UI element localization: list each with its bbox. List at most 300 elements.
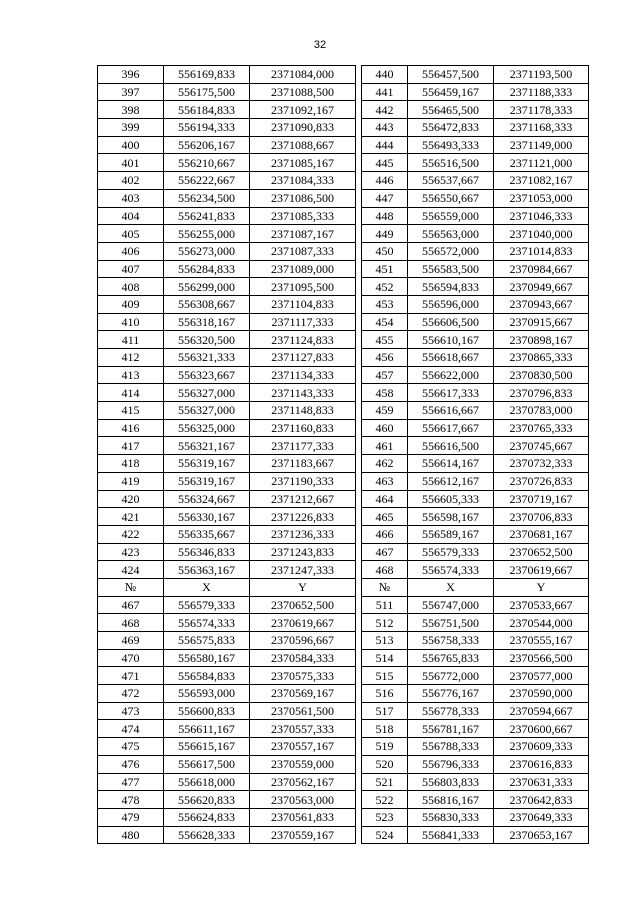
x-coordinate-cell: 556788,333 [408, 738, 494, 756]
point-number-cell: 463 [362, 472, 408, 490]
table-row [362, 349, 589, 367]
x-coordinate-cell: 556583,500 [408, 260, 494, 278]
x-coordinate-cell: 556605,333 [408, 490, 494, 508]
table-row [362, 136, 589, 154]
point-number-cell: 473 [98, 702, 164, 720]
x-coordinate-cell: 556610,167 [408, 331, 494, 349]
table-row [362, 207, 589, 225]
y-coordinate-cell: 2370732,333 [494, 455, 589, 473]
x-coordinate-cell: 556580,167 [164, 649, 250, 667]
x-coordinate-cell: 556318,167 [164, 313, 250, 331]
x-coordinate-cell: 556628,333 [164, 826, 250, 844]
table-row [362, 791, 589, 809]
point-number-cell: 417 [98, 437, 164, 455]
x-coordinate-cell: 556169,833 [164, 66, 250, 84]
y-coordinate-cell: 2371088,667 [250, 136, 356, 154]
point-number-cell: 413 [98, 366, 164, 384]
point-number-cell: 408 [98, 278, 164, 296]
y-coordinate-cell: 2371084,000 [250, 66, 356, 84]
table-row [98, 685, 356, 703]
table-row [98, 207, 356, 225]
x-coordinate-cell: 556618,000 [164, 773, 250, 791]
y-coordinate-cell: 2370649,333 [494, 808, 589, 826]
y-coordinate-cell: 2370949,667 [494, 278, 589, 296]
point-number-cell: 402 [98, 172, 164, 190]
y-coordinate-cell: 2370575,333 [250, 667, 356, 685]
point-number-cell: 451 [362, 260, 408, 278]
y-coordinate-cell: 2370563,000 [250, 791, 356, 809]
y-coordinate-cell: 2370561,833 [250, 808, 356, 826]
table-row [362, 649, 589, 667]
table-row [98, 83, 356, 101]
table-row [362, 755, 589, 773]
point-number-cell: 516 [362, 685, 408, 703]
table-row [98, 419, 356, 437]
y-coordinate-cell: 2371149,000 [494, 136, 589, 154]
point-number-cell: 452 [362, 278, 408, 296]
table-row [98, 490, 356, 508]
table-row [362, 808, 589, 826]
coordinates-table-left [97, 65, 356, 844]
table-row [362, 773, 589, 791]
y-coordinate-cell: 2371127,833 [250, 349, 356, 367]
y-coordinate-cell: 2371143,333 [250, 384, 356, 402]
x-coordinate-cell: 556579,333 [408, 543, 494, 561]
point-number-cell: 518 [362, 720, 408, 738]
point-number-cell: 467 [362, 543, 408, 561]
x-coordinate-cell: 556778,333 [408, 702, 494, 720]
x-coordinate-cell: 556765,833 [408, 649, 494, 667]
table-row [362, 242, 589, 260]
y-coordinate-cell: 2371160,833 [250, 419, 356, 437]
table-row [98, 561, 356, 579]
table-row [98, 172, 356, 190]
coordinates-table-right-body [362, 66, 589, 844]
x-coordinate-cell: 556624,833 [164, 808, 250, 826]
point-number-cell: 467 [98, 596, 164, 614]
point-number-cell: 477 [98, 773, 164, 791]
point-number-cell: 410 [98, 313, 164, 331]
point-number-cell: 442 [362, 101, 408, 119]
y-coordinate-cell: 2370652,500 [250, 596, 356, 614]
y-coordinate-cell: 2371117,333 [250, 313, 356, 331]
point-number-cell: 524 [362, 826, 408, 844]
point-number-cell: 449 [362, 225, 408, 243]
table-row [362, 455, 589, 473]
y-coordinate-cell: 2370865,333 [494, 349, 589, 367]
table-header-row [362, 578, 589, 596]
table-row [98, 225, 356, 243]
y-coordinate-cell: 2370600,667 [494, 720, 589, 738]
point-number-cell: 397 [98, 83, 164, 101]
x-coordinate-cell: 556747,000 [408, 596, 494, 614]
x-coordinate-cell: 556572,000 [408, 242, 494, 260]
coordinates-table-right [361, 65, 589, 844]
point-number-cell: 522 [362, 791, 408, 809]
y-coordinate-cell: 2370653,167 [494, 826, 589, 844]
point-number-cell: 512 [362, 614, 408, 632]
table-row [98, 632, 356, 650]
x-coordinate-cell: 556593,000 [164, 685, 250, 703]
point-number-cell: 440 [362, 66, 408, 84]
table-row [362, 66, 589, 84]
table-row [98, 154, 356, 172]
point-number-cell: 478 [98, 791, 164, 809]
x-coordinate-cell: 556194,333 [164, 119, 250, 137]
x-coordinate-cell: 556606,500 [408, 313, 494, 331]
table-row [98, 101, 356, 119]
point-number-cell: 400 [98, 136, 164, 154]
point-number-cell: 511 [362, 596, 408, 614]
point-number-cell: 459 [362, 402, 408, 420]
y-coordinate-cell: 2371053,000 [494, 189, 589, 207]
point-number-cell: 476 [98, 755, 164, 773]
table-row [98, 720, 356, 738]
y-coordinate-cell: 2370898,167 [494, 331, 589, 349]
point-number-cell: 469 [98, 632, 164, 650]
x-coordinate-cell: 556321,167 [164, 437, 250, 455]
point-number-cell: 444 [362, 136, 408, 154]
x-coordinate-cell: X [408, 578, 494, 596]
x-coordinate-cell: 556321,333 [164, 349, 250, 367]
y-coordinate-cell: 2370594,667 [494, 702, 589, 720]
x-coordinate-cell: 556472,833 [408, 119, 494, 137]
x-coordinate-cell: 556575,833 [164, 632, 250, 650]
y-coordinate-cell: 2370726,833 [494, 472, 589, 490]
point-number-cell: 513 [362, 632, 408, 650]
y-coordinate-cell: 2371243,833 [250, 543, 356, 561]
point-number-cell: 455 [362, 331, 408, 349]
y-coordinate-cell: 2371178,333 [494, 101, 589, 119]
point-number-cell: 418 [98, 455, 164, 473]
x-coordinate-cell: 556234,500 [164, 189, 250, 207]
x-coordinate-cell: 556330,167 [164, 508, 250, 526]
x-coordinate-cell: 556206,167 [164, 136, 250, 154]
y-coordinate-cell: 2371104,833 [250, 295, 356, 313]
x-coordinate-cell: 556550,667 [408, 189, 494, 207]
y-coordinate-cell: 2370557,333 [250, 720, 356, 738]
point-number-cell: 515 [362, 667, 408, 685]
point-number-cell: 468 [362, 561, 408, 579]
x-coordinate-cell: 556776,167 [408, 685, 494, 703]
x-coordinate-cell: 556611,167 [164, 720, 250, 738]
x-coordinate-cell: 556617,667 [408, 419, 494, 437]
point-number-cell: 480 [98, 826, 164, 844]
x-coordinate-cell: 556614,167 [408, 455, 494, 473]
y-coordinate-cell: 2370559,000 [250, 755, 356, 773]
y-coordinate-cell: 2370631,333 [494, 773, 589, 791]
y-coordinate-cell: 2370619,667 [250, 614, 356, 632]
point-number-cell: 472 [98, 685, 164, 703]
table-row [362, 667, 589, 685]
y-coordinate-cell: 2370577,000 [494, 667, 589, 685]
y-coordinate-cell: 2370943,667 [494, 295, 589, 313]
point-number-cell: 453 [362, 295, 408, 313]
y-coordinate-cell: Y [494, 578, 589, 596]
point-number-cell: 424 [98, 561, 164, 579]
table-row [362, 83, 589, 101]
x-coordinate-cell: 556841,333 [408, 826, 494, 844]
y-coordinate-cell: 2371193,500 [494, 66, 589, 84]
y-coordinate-cell: 2371134,333 [250, 366, 356, 384]
point-number-cell: 446 [362, 172, 408, 190]
table-row [98, 649, 356, 667]
point-number-cell: 468 [98, 614, 164, 632]
y-coordinate-cell: 2370590,000 [494, 685, 589, 703]
point-number-cell: 517 [362, 702, 408, 720]
table-row [98, 66, 356, 84]
y-coordinate-cell: 2371121,000 [494, 154, 589, 172]
table-row [98, 702, 356, 720]
table-row [98, 826, 356, 844]
table-row [362, 384, 589, 402]
point-number-cell: 471 [98, 667, 164, 685]
table-row [98, 136, 356, 154]
point-number-cell: 479 [98, 808, 164, 826]
table-row [98, 119, 356, 137]
y-coordinate-cell: 2371014,833 [494, 242, 589, 260]
table-row [362, 720, 589, 738]
point-number-cell: 422 [98, 525, 164, 543]
x-coordinate-cell: 556617,333 [408, 384, 494, 402]
y-coordinate-cell: 2371040,000 [494, 225, 589, 243]
table-row [362, 525, 589, 543]
x-coordinate-cell: 556612,167 [408, 472, 494, 490]
y-coordinate-cell: 2370596,667 [250, 632, 356, 650]
table-row [362, 738, 589, 756]
table-row [362, 260, 589, 278]
point-number-cell: 523 [362, 808, 408, 826]
x-coordinate-cell: 556816,167 [408, 791, 494, 809]
y-coordinate-cell: 2371188,333 [494, 83, 589, 101]
x-coordinate-cell: X [164, 578, 250, 596]
point-number-cell: 420 [98, 490, 164, 508]
table-row [362, 154, 589, 172]
point-number-cell: 423 [98, 543, 164, 561]
table-row [362, 508, 589, 526]
x-coordinate-cell: 556324,667 [164, 490, 250, 508]
y-coordinate-cell: 2370765,333 [494, 419, 589, 437]
table-row [98, 808, 356, 826]
x-coordinate-cell: 556615,167 [164, 738, 250, 756]
x-coordinate-cell: 556175,500 [164, 83, 250, 101]
y-coordinate-cell: 2370559,167 [250, 826, 356, 844]
x-coordinate-cell: 556308,667 [164, 295, 250, 313]
point-number-cell: 447 [362, 189, 408, 207]
table-row [362, 419, 589, 437]
y-coordinate-cell: 2371082,167 [494, 172, 589, 190]
point-number-cell: 412 [98, 349, 164, 367]
x-coordinate-cell: 556622,000 [408, 366, 494, 384]
table-row [362, 402, 589, 420]
x-coordinate-cell: 556830,333 [408, 808, 494, 826]
y-coordinate-cell: 2370584,333 [250, 649, 356, 667]
y-coordinate-cell: 2371046,333 [494, 207, 589, 225]
table-row [98, 260, 356, 278]
x-coordinate-cell: 556457,500 [408, 66, 494, 84]
x-coordinate-cell: 556319,167 [164, 455, 250, 473]
x-coordinate-cell: 556803,833 [408, 773, 494, 791]
y-coordinate-cell: 2371168,333 [494, 119, 589, 137]
point-number-cell: 421 [98, 508, 164, 526]
table-row [362, 225, 589, 243]
y-coordinate-cell: 2370706,833 [494, 508, 589, 526]
point-number-cell: 445 [362, 154, 408, 172]
x-coordinate-cell: 556796,333 [408, 755, 494, 773]
table-header-row [98, 578, 356, 596]
x-coordinate-cell: 556335,667 [164, 525, 250, 543]
table-row [98, 472, 356, 490]
y-coordinate-cell: 2371148,833 [250, 402, 356, 420]
x-coordinate-cell: 556559,000 [408, 207, 494, 225]
x-coordinate-cell: 556241,833 [164, 207, 250, 225]
y-coordinate-cell: 2370533,667 [494, 596, 589, 614]
point-number-cell: 396 [98, 66, 164, 84]
point-number-cell: 470 [98, 649, 164, 667]
x-coordinate-cell: 556772,000 [408, 667, 494, 685]
table-row [98, 755, 356, 773]
coordinates-table-left-body [98, 66, 356, 844]
table-row [98, 773, 356, 791]
x-coordinate-cell: 556516,500 [408, 154, 494, 172]
y-coordinate-cell: 2371084,333 [250, 172, 356, 190]
x-coordinate-cell: 556589,167 [408, 525, 494, 543]
y-coordinate-cell: 2370652,500 [494, 543, 589, 561]
x-coordinate-cell: 556320,500 [164, 331, 250, 349]
y-coordinate-cell: 2371085,167 [250, 154, 356, 172]
y-coordinate-cell: 2370566,500 [494, 649, 589, 667]
y-coordinate-cell: 2371088,500 [250, 83, 356, 101]
point-number-cell: 401 [98, 154, 164, 172]
table-row [98, 437, 356, 455]
x-coordinate-cell: 556327,000 [164, 402, 250, 420]
point-number-cell: 415 [98, 402, 164, 420]
y-coordinate-cell: 2370915,667 [494, 313, 589, 331]
y-coordinate-cell: 2371089,000 [250, 260, 356, 278]
table-row [362, 366, 589, 384]
table-row [362, 826, 589, 844]
point-number-cell: 409 [98, 295, 164, 313]
y-coordinate-cell: 2371087,333 [250, 242, 356, 260]
y-coordinate-cell: 2370544,000 [494, 614, 589, 632]
x-coordinate-cell: 556584,833 [164, 667, 250, 685]
table-row [362, 472, 589, 490]
table-row [98, 791, 356, 809]
x-coordinate-cell: 556273,000 [164, 242, 250, 260]
table-row [98, 242, 356, 260]
x-coordinate-cell: 556574,333 [408, 561, 494, 579]
y-coordinate-cell: 2371086,500 [250, 189, 356, 207]
x-coordinate-cell: 556284,833 [164, 260, 250, 278]
y-coordinate-cell: 2371087,167 [250, 225, 356, 243]
table-row [362, 543, 589, 561]
y-coordinate-cell: 2371092,167 [250, 101, 356, 119]
x-coordinate-cell: 556616,500 [408, 437, 494, 455]
x-coordinate-cell: 556537,667 [408, 172, 494, 190]
x-coordinate-cell: 556319,167 [164, 472, 250, 490]
y-coordinate-cell: 2371085,333 [250, 207, 356, 225]
x-coordinate-cell: 556222,667 [164, 172, 250, 190]
y-coordinate-cell: 2370616,833 [494, 755, 589, 773]
point-number-cell: 419 [98, 472, 164, 490]
point-number-cell: № [362, 578, 408, 596]
x-coordinate-cell: 556751,500 [408, 614, 494, 632]
y-coordinate-cell: 2370783,000 [494, 402, 589, 420]
table-row [362, 331, 589, 349]
y-coordinate-cell: 2370796,833 [494, 384, 589, 402]
point-number-cell: № [98, 578, 164, 596]
y-coordinate-cell: 2370561,500 [250, 702, 356, 720]
y-coordinate-cell: 2370642,833 [494, 791, 589, 809]
table-row [362, 632, 589, 650]
table-row [362, 561, 589, 579]
point-number-cell: 465 [362, 508, 408, 526]
point-number-cell: 404 [98, 207, 164, 225]
x-coordinate-cell: 556574,333 [164, 614, 250, 632]
point-number-cell: 521 [362, 773, 408, 791]
point-number-cell: 519 [362, 738, 408, 756]
table-row [362, 295, 589, 313]
table-row [362, 614, 589, 632]
table-row [98, 738, 356, 756]
table-row [98, 366, 356, 384]
page-number: 32 [313, 39, 327, 51]
x-coordinate-cell: 556596,000 [408, 295, 494, 313]
point-number-cell: 406 [98, 242, 164, 260]
y-coordinate-cell: 2370619,667 [494, 561, 589, 579]
table-row [362, 172, 589, 190]
y-coordinate-cell: 2371090,833 [250, 119, 356, 137]
point-number-cell: 460 [362, 419, 408, 437]
x-coordinate-cell: 556620,833 [164, 791, 250, 809]
point-number-cell: 474 [98, 720, 164, 738]
point-number-cell: 441 [362, 83, 408, 101]
table-row [362, 596, 589, 614]
table-row [98, 278, 356, 296]
x-coordinate-cell: 556493,333 [408, 136, 494, 154]
table-row [362, 101, 589, 119]
y-coordinate-cell: 2371212,667 [250, 490, 356, 508]
x-coordinate-cell: 556618,667 [408, 349, 494, 367]
x-coordinate-cell: 556210,667 [164, 154, 250, 172]
table-row [98, 543, 356, 561]
point-number-cell: 399 [98, 119, 164, 137]
table-row [98, 614, 356, 632]
table-row [98, 331, 356, 349]
table-row [98, 384, 356, 402]
y-coordinate-cell: 2370745,667 [494, 437, 589, 455]
y-coordinate-cell: 2371183,667 [250, 455, 356, 473]
y-coordinate-cell: 2370569,167 [250, 685, 356, 703]
table-row [362, 313, 589, 331]
point-number-cell: 464 [362, 490, 408, 508]
table-row [362, 189, 589, 207]
table-row [98, 402, 356, 420]
x-coordinate-cell: 556600,833 [164, 702, 250, 720]
y-coordinate-cell: Y [250, 578, 356, 596]
x-coordinate-cell: 556327,000 [164, 384, 250, 402]
table-row [98, 313, 356, 331]
x-coordinate-cell: 556346,833 [164, 543, 250, 561]
y-coordinate-cell: 2370681,167 [494, 525, 589, 543]
table-row [362, 702, 589, 720]
x-coordinate-cell: 556299,000 [164, 278, 250, 296]
y-coordinate-cell: 2371226,833 [250, 508, 356, 526]
point-number-cell: 405 [98, 225, 164, 243]
point-number-cell: 450 [362, 242, 408, 260]
table-row [98, 295, 356, 313]
y-coordinate-cell: 2370609,333 [494, 738, 589, 756]
